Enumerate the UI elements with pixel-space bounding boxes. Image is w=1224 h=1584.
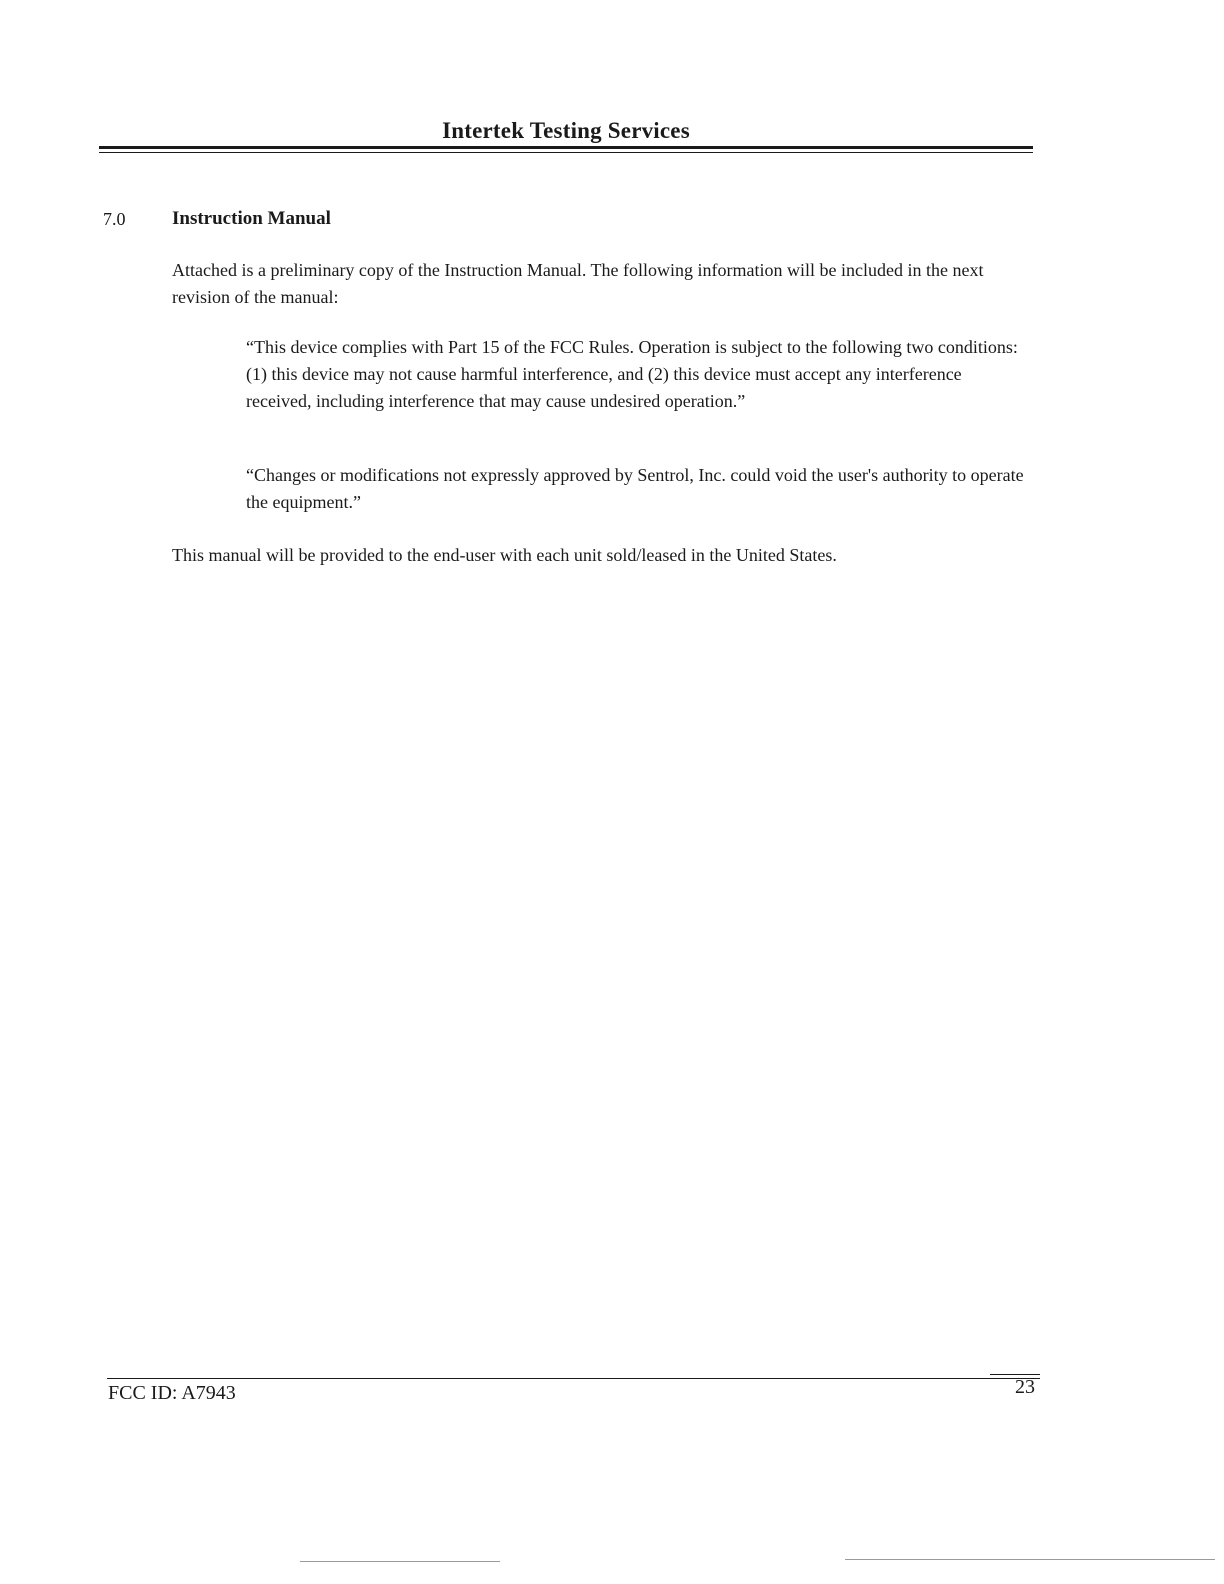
section-number: 7.0	[103, 209, 126, 229]
footer-rule-accent	[990, 1374, 1040, 1375]
fcc-compliance-quote: “This device complies with Part 15 of the FCC Rules. Operation is subject to the following two conditions: (1) this device may not cause harmful interference, and (2) this device must accept any interference received, including interference that may cause undesired operation.”	[246, 337, 1018, 411]
modification-warning-quote: “Changes or modifications not expressly approved by Sentrol, Inc. could void the user's authority to operate the equipment.”	[246, 465, 1024, 512]
closing-paragraph: This manual will be provided to the end-user with each unit sold/leased in the United States.	[172, 545, 837, 565]
footer-page-number: 23	[1015, 1376, 1035, 1398]
header-title: Intertek Testing Services	[442, 118, 690, 143]
scan-artifact-right	[845, 1559, 1215, 1560]
scan-artifact-left	[300, 1561, 500, 1562]
footer-rule	[107, 1378, 1040, 1379]
header-rule-thin	[99, 152, 1033, 153]
section-title: Instruction Manual	[172, 208, 331, 229]
header-rule-thick	[99, 146, 1033, 149]
footer-fcc-id: FCC ID: A7943	[108, 1382, 236, 1404]
intro-paragraph: Attached is a preliminary copy of the Instruction Manual. The following information will be included in the next revision of the manual:	[172, 260, 984, 307]
